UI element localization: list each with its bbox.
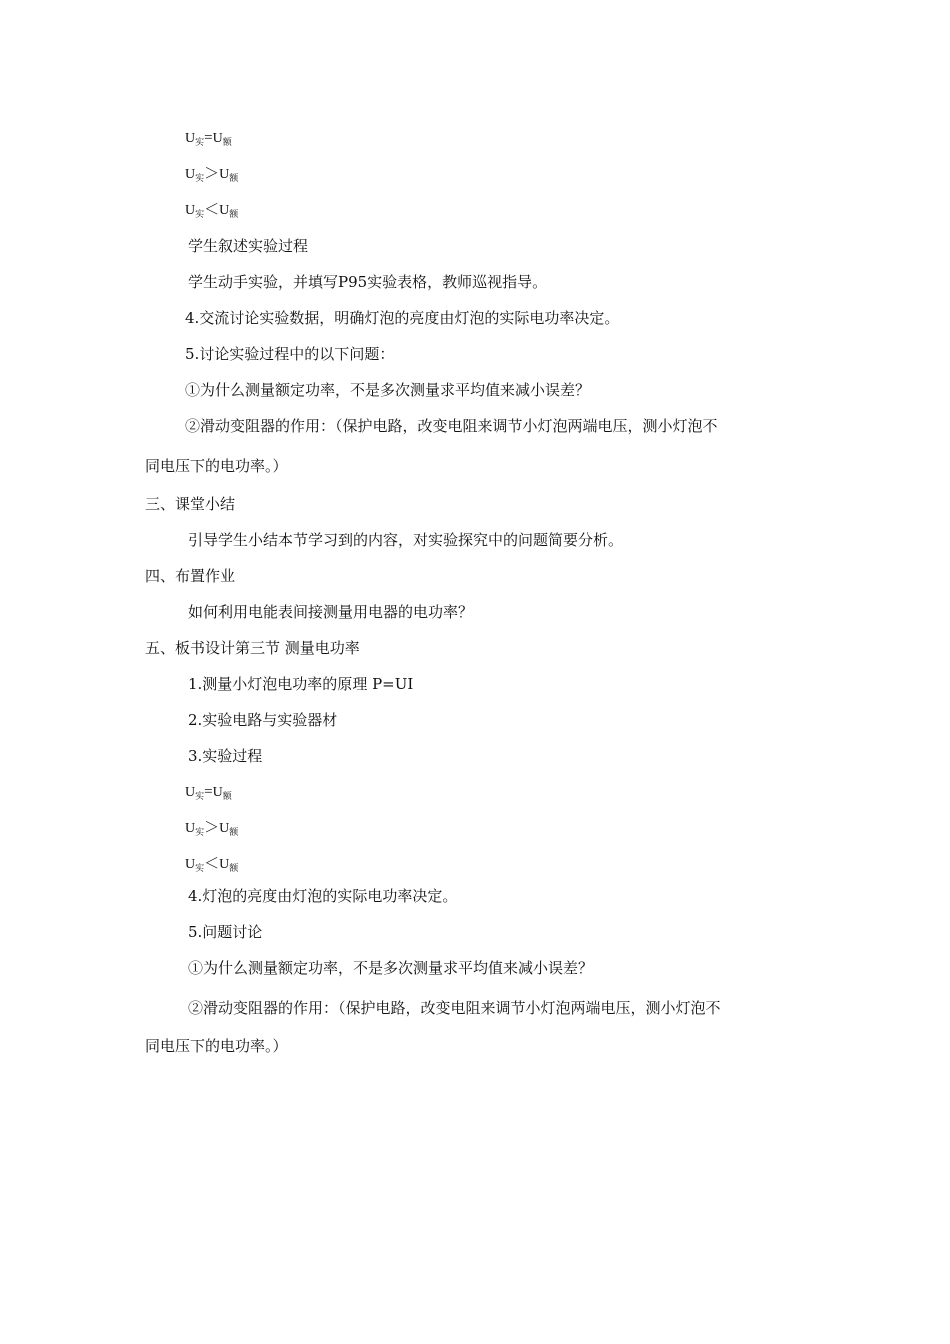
voltage-relation-less [185,854,238,878]
u-base: U [185,167,196,182]
u-sub-rated: 额 [229,209,239,219]
text-line: 4.交流讨论实验数据，明确灯泡的亮度由灯泡的实际电功率决定。 [185,309,620,327]
u-sub-rated: 额 [229,863,239,873]
list-item: ②滑动变阻器的作用：（保护电路，改变电阻来调节小灯泡两端电压，测小灯泡不 [188,999,721,1017]
u-sub-actual: 实 [195,137,205,147]
u-rhs: U [219,203,230,218]
u-sub-rated: 额 [229,173,239,183]
u-base: U [185,857,196,872]
list-item: 3.实验过程 [188,747,263,765]
text-line: 引导学生小结本节学习到的内容，对实验探究中的问题简要分析。 [188,531,624,549]
u-sub-actual: 实 [195,827,205,837]
u-sub-actual: 实 [195,791,205,801]
u-sub-actual: 实 [195,209,205,219]
u-operator: = [204,130,213,146]
u-operator: ＞ [204,166,220,182]
voltage-relation-less [185,200,238,224]
u-rhs: U [212,785,223,800]
u-operator: ＜ [204,202,220,218]
u-rhs: U [219,857,230,872]
section-heading: 三、课堂小结 [145,495,236,513]
text-line: 学生动手实验，并填写P95实验表格，教师巡视指导。 [188,273,548,291]
u-rhs: U [212,131,223,146]
voltage-relation-equal [185,782,232,806]
u-operator: ＜ [204,856,220,872]
list-item: ①为什么测量额定功率，不是多次测量求平均值来减小误差？ [188,959,594,977]
u-sub-actual: 实 [195,173,205,183]
text-line: ①为什么测量额定功率，不是多次测量求平均值来减小误差？ [185,381,591,399]
voltage-relation-equal [185,128,232,152]
u-sub-actual: 实 [195,863,205,873]
list-item: 5.问题讨论 [188,923,263,941]
list-item: 4.灯泡的亮度由灯泡的实际电功率决定。 [188,887,458,905]
voltage-relation-greater [185,164,238,188]
u-base: U [185,821,196,836]
voltage-relation-greater [185,818,238,842]
u-rhs: U [219,821,230,836]
section-heading: 五、板书设计第三节 测量电功率 [145,639,360,657]
u-base: U [185,131,196,146]
list-item: 2.实验电路与实验器材 [188,711,338,729]
u-sub-rated: 额 [222,137,232,147]
text-line: ②滑动变阻器的作用：（保护电路，改变电阻来调节小灯泡两端电压，测小灯泡不 [185,417,718,435]
text-line: 5.讨论实验过程中的以下问题： [185,345,395,363]
u-base: U [185,203,196,218]
text-line: 学生叙述实验过程 [188,237,309,255]
u-operator: ＞ [204,820,220,836]
list-item: 同电压下的电功率。） [145,1037,288,1055]
u-operator: = [204,784,213,800]
u-base: U [185,785,196,800]
text-line: 同电压下的电功率。） [145,457,288,475]
section-heading: 四、布置作业 [145,567,236,585]
u-sub-rated: 额 [229,827,239,837]
u-rhs: U [219,167,230,182]
list-item: 1.测量小灯泡电功率的原理 P=UI [188,675,414,693]
u-sub-rated: 额 [222,791,232,801]
text-line: 如何利用电能表间接测量用电器的电功率？ [188,603,474,621]
